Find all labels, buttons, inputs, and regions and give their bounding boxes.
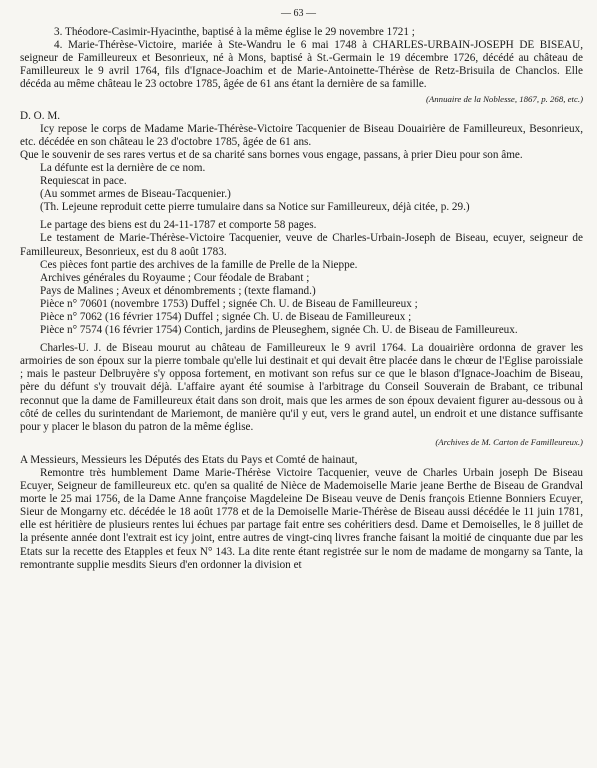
death-paragraph: Charles-U. J. de Biseau mourut au château de Familleureux le 9 avril 1764. La douairière ordonna de graver les armoiries de son époux sur la pierre tombale qu'elle lui destinait et qui devait être placée dans le chœur de l'Eglise paroissiale ; mais le pasteur Delbruyère s'y opposa fortement, en motivant son refus sur ce que le blason d'Ignace-Joachim de Biseau, père du défunt s'y trouvait déjà. L'affaire ayant été soumise à l'arbitrage du Conseil Souverain de Brabant, ce tribunal reconnut que la dame de Familleureux était dans son droit, mais que les armes de son époux devaient figurer au-dessous ou à côté de celles du surintendant de Mariemont, de manière qu'il y eut, vers le grand autel, un endroit et une distance suffisante pour y placer le blason du patron de la même église. [20,342,583,433]
epitaph-reference: (Th. Lejeune reproduit cette pierre tumulaire dans sa Notice sur Familleureux, déjà citée, p. 29.) [40,201,470,214]
epitaph-text: Icy repose le corps de Madame Marie-Thérèse-Victoire Tacquenier de Biseau Douairière de Familleureux, Besonrieux, etc. décédée en son château le 23 d'octobre 1785, âgée de 61 ans. [20,122,583,148]
remontrance-paragraph: Remontre très humblement Dame Marie-Thérèse Victoire Tacquenier, veuve de Charles Urbain joseph De Biseau Ecuyer, Seigneur de familleureux etc. qu'en sa qualité de Nièce de Mademoiselle Marie jeane Berthe de Biseau de Grandval morte le 25 mai 1756, de la Dame Anne françoise Magdeleine De Biseau veuve de Denis françois Etienne Bonniers Ecuyer, Sieur de Mongarny etc. décédée le 18 août 1778 et de la Demoiselle Marie-Thérèse de Biseau aussi décédée le 11 juin 1781, elle est héritière de plusieurs rentes lui échues par partage fait entre ses cohéritiers desd. Dame et Demoiselles, le 8 juillet de la présente année dont l'extrait est icy joint, entre autres de vingt-cinq livres franche faisant la moitié de cinquante due par les Etats sur la recette des Etapples et feux N° 143. La dite rente étant registrée sur le nom de madame de mongarny sa Tante, la remontrante supplie mesdits Sieurs d'en ordonner la division et [20,467,583,571]
address-line: A Messieurs, Messieurs les Députés des Etats du Pays et Comté de hainaut, [20,453,358,466]
epitaph-arms-note: (Au sommet armes de Biseau-Tacquenier.) [40,188,231,201]
paragraph-item-4: 4. Marie-Thérèse-Victoire, mariée à Ste-Wandru le 6 mai 1748 à CHARLES-URBAIN-JOSEPH DE BISEAU, seigneur de Familleureux et Besonrieux, né à Mons, baptisé à St.-Germain le 19 décembre 1726, décédé au château de Familleureux le 9 avril 1764, fils d'Ignace-Joachim et de Marie-Antoinette-Thérèse de Retz-Brisuila de Chanclos. Elle décéda au même château le 23 octobre 1785, âgée de 61 ans étant la dernière de sa famille. [20,39,583,91]
piece-line-1: Pièce n° 70601 (novembre 1753) Duffel ; signée Ch. U. de Biseau de Familleureux ; [40,297,418,310]
source-citation: (Annuaire de la Noblesse, 1867, p. 268, etc.) [425,94,583,105]
epitaph-last-line: La défunte est la dernière de ce nom. [40,161,206,174]
source-citation-archives: (Archives de M. Carton de Familleureux.) [435,436,583,447]
paragraph-item-3: 3. Théodore-Casimir-Hyacinthe, baptisé à la même église le 29 novembre 1721 ; [54,26,415,38]
archives-line-1: Archives générales du Royaume ; Cour féodale de Brabant ; [40,271,310,284]
epitaph-heading: D. O. M. [20,109,61,122]
testament-paragraph: Le testament de Marie-Thérèse-Victoire Tacquenier, veuve de Charles-Urbain-Joseph de Biseau, ecuyer, seigneur de Familleureux, Besonrieux, est du 8 août 1783. [20,232,583,258]
page-body [0,26,597,572]
piece-line-2: Pièce n° 7062 (16 février 1754) Duffel ; signée Ch. U. de Biseau de Familleureux ; [40,310,412,323]
piece-line-3: Pièce n° 7574 (16 février 1754) Contich, jardins de Pleuseghem, signée Ch. U. de Biseau de Familleureux. [40,324,518,337]
archives-line-2: Pays de Malines ; Aveux et dénombrements ; (texte flamand.) [40,284,316,297]
partage-paragraph: Le partage des biens est du 24-11-1787 et comporte 58 pages. [40,219,317,232]
epitaph-requiescat: Requiescat in pace. [40,175,127,188]
page-number: — 63 — [281,8,316,19]
archives-note: Ces pièces font partie des archives de la famille de Prelle de la Nieppe. [40,258,358,271]
epitaph-prayer: Que le souvenir de ses rares vertus et de sa charité sans bornes vous engage, passans, à prier Dieu pour son âme. [20,148,523,161]
